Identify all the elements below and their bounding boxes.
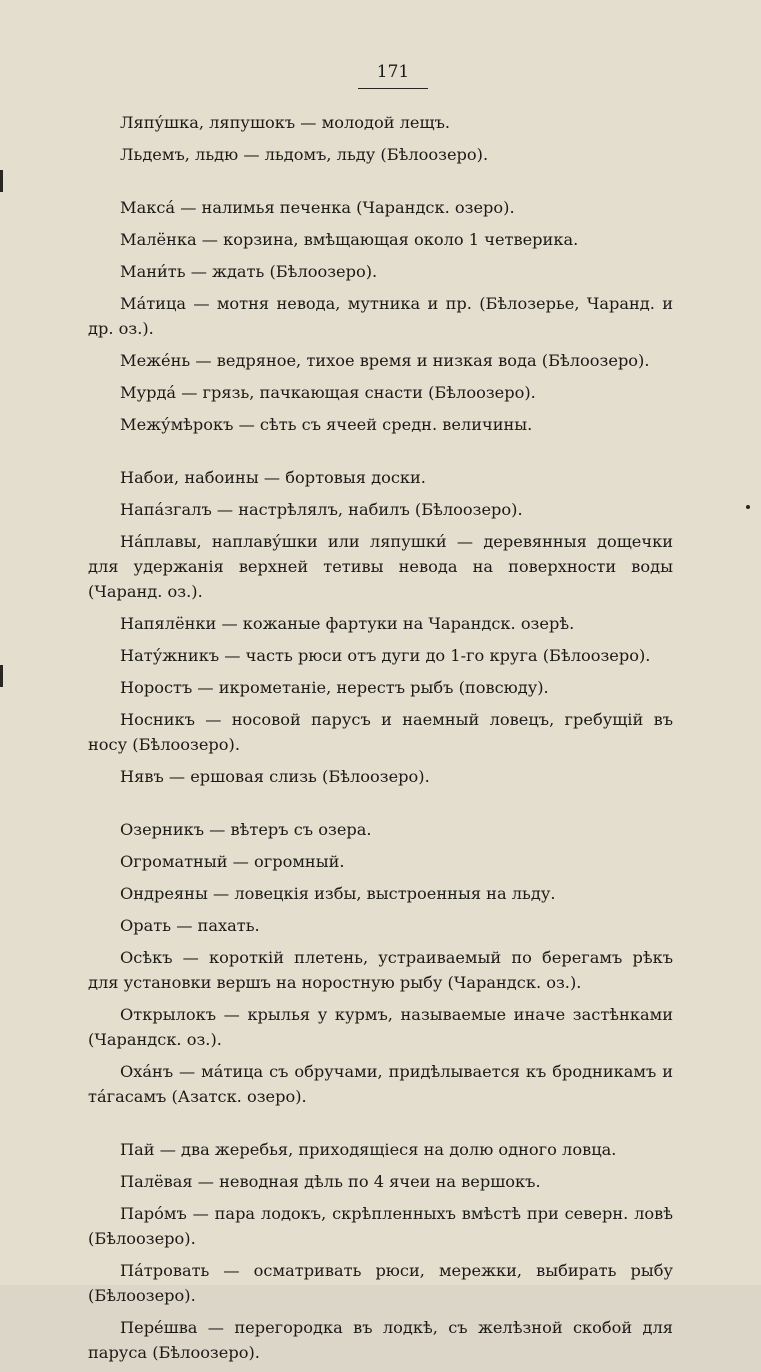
group-gap — [88, 796, 673, 817]
dictionary-entry: Ляпу́шка, ляпушокъ — молодой лещъ. — [120, 113, 451, 132]
group-gap — [88, 174, 673, 195]
dictionary-entry: Огроматный — огромный. — [120, 852, 345, 871]
margin-mark — [0, 170, 3, 192]
dictionary-entry: На́плавы, наплаву́шки или ляпушки́ — деревянныя дощечки для удержанія верхней тетивы невода на поверхности воды (Чаранд. оз.). — [88, 532, 673, 601]
dictionary-entry: Нату́жникъ — часть рюси отъ дуги до 1-го круга (Бѣлоозеро). — [120, 646, 651, 665]
dictionary-entry: Носникъ — носовой парусъ и наемный ловецъ, гребущій въ носу (Бѣлоозеро). — [88, 710, 673, 754]
dictionary-entry: Палёвая — неводная дѣль по 4 ячеи на вершокъ. — [120, 1172, 541, 1191]
dictionary-entry: Макса́ — налимья печенка (Чарандск. озеро). — [120, 198, 515, 217]
dictionary-entry: Мурда́ — грязь, пачкающая снасти (Бѣлоозеро). — [120, 383, 536, 402]
dictionary-entry: Оха́нъ — ма́тица съ обручами, придѣлывается къ бродникамъ и та́гасамъ (Азатск. озеро). — [88, 1062, 673, 1106]
dictionary-entry: Набои, набоины — бортовыя доски. — [120, 468, 426, 487]
dictionary-entry: Орать — пахать. — [120, 916, 260, 935]
dictionary-entry: Напялёнки — кожаные фартуки на Чарандск. озерѣ. — [120, 614, 575, 633]
margin-mark — [0, 665, 3, 687]
dictionary-entry: Осѣкъ — короткій плетень, устраиваемый по берегамъ рѣкъ для установки вершъ на норостную рыбу (Чарандск. оз.). — [88, 948, 673, 992]
dictionary-entry: Паро́мъ — пара лодокъ, скрѣпленныхъ вмѣстѣ при северн. ловѣ (Бѣлоозеро). — [88, 1204, 673, 1248]
group-gap — [88, 444, 673, 465]
dictionary-entry: Ондреяны — ловецкія избы, выстроенныя на льду. — [120, 884, 556, 903]
dictionary-entry: Нявъ — ершовая слизь (Бѣлоозеро). — [120, 767, 430, 786]
dictionary-entry: Льдемъ, льдю — льдомъ, льду (Бѣлоозеро). — [120, 145, 489, 164]
dictionary-entry: Открылокъ — крылья у курмъ, называемые иначе застѣнками (Чарандск. оз.). — [88, 1005, 673, 1049]
dictionary-entry: Перéшва — перегородка въ лодкѣ, съ желѣзной скобой для паруса (Бѣлоозеро). — [88, 1318, 673, 1362]
header-rule — [358, 88, 428, 89]
dictionary-entry: Напа́згалъ — настрѣлялъ, набилъ (Бѣлоозеро). — [120, 500, 523, 519]
dictionary-body — [88, 110, 673, 1372]
dictionary-entry: Ма́тица — мотня невода, мутника и пр. (Бѣлозерье, Чаранд. и др. оз.). — [88, 294, 673, 338]
dictionary-entry: Па́тровать — осматривать рюси, мережки, выбирать рыбу (Бѣлоозеро). — [88, 1261, 673, 1305]
dictionary-entry: Озерникъ — вѣтеръ съ озера. — [120, 820, 372, 839]
dictionary-entry: Пай — два жеребья, приходящіеся на долю одного ловца. — [120, 1140, 617, 1159]
speck-dot — [746, 505, 750, 509]
group-gap — [88, 1116, 673, 1137]
dictionary-entry: Малёнка — корзина, вмѣщающая около 1 четверика. — [120, 230, 579, 249]
page-number: 171 — [376, 62, 410, 82]
dictionary-entry: Мани́ть — ждать (Бѣлоозеро). — [120, 262, 378, 281]
dictionary-entry: Норостъ — икрометаніе, нерестъ рыбъ (повсюду). — [120, 678, 549, 697]
dictionary-entry: Межу́мѣрокъ — сѣть съ ячеей средн. величины. — [120, 415, 533, 434]
dictionary-entry: Межéнь — ведряное, тихое время и низкая вода (Бѣлоозеро). — [120, 351, 650, 370]
